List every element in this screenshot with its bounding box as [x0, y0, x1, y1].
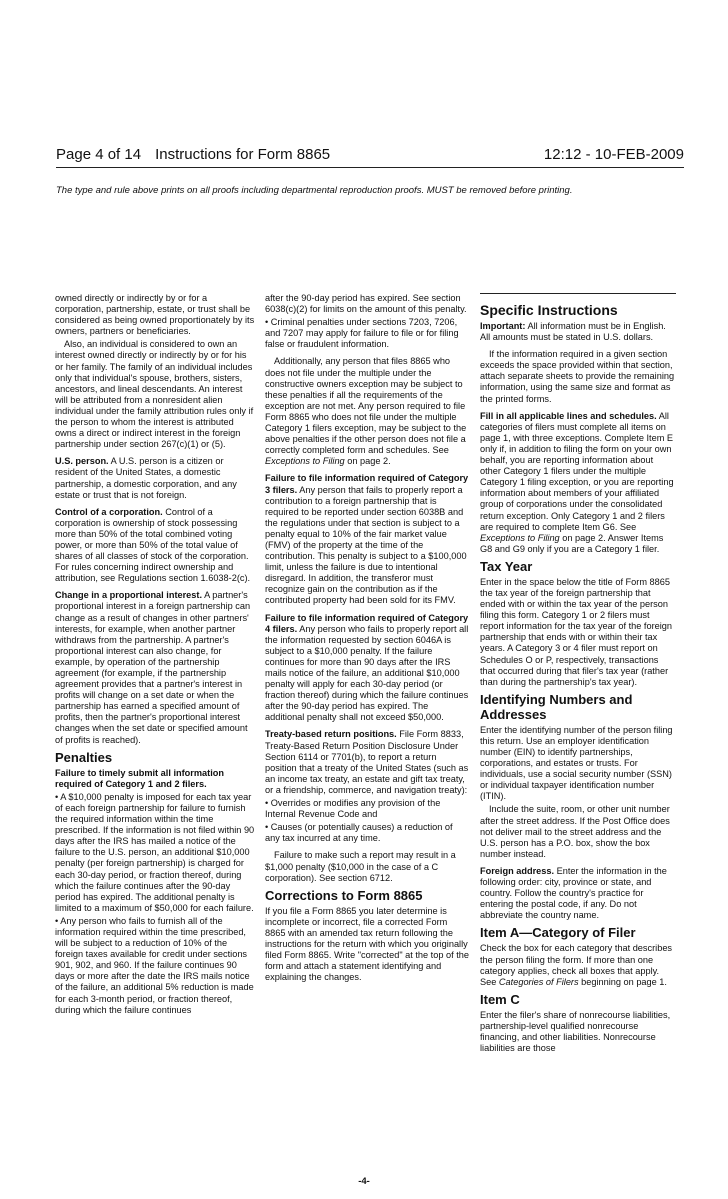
foreign-address-title: Foreign address. [480, 865, 555, 876]
item-a-text: Check the box for each category that describes the person filing the form. If more than one category applies, check all boxes that apply. See [480, 943, 673, 987]
tax-year-paragraph: Enter in the space below the title of Form 8865 the tax year of the foreign partnership that ended with or within the tax year of the person filing this form. Category 1 or 2 filers must report information for the tax year of the foreign partnership that ends with or within their tax years. A Category 3 or 4 filer must report on Schedules O or P, respectively, transactions that occurred during that filer's tax year (rather than during the partnership's tax year). [480, 576, 673, 687]
foreign-address-paragraph [480, 866, 676, 921]
important-title: Important: [480, 321, 526, 331]
treaty-paragraph [265, 729, 469, 796]
category4-title: Failure to file information required of Category 4 filers. [265, 612, 469, 634]
proof-note: The type and rule above prints on all proofs including departmental reproduction proofs. MUST be removed before printing. [56, 185, 573, 196]
item-c-heading: Item C [480, 991, 520, 1007]
penalties-heading: Penalties [55, 749, 113, 765]
page-number: -4- [358, 1176, 370, 1187]
running-header [56, 146, 684, 164]
column-2 [265, 293, 469, 985]
column-3 [480, 293, 676, 1056]
item-c-paragraph: Enter the filer's share of nonrecourse liabilities, partnership-level qualified nonrecourse financing, and other liabilities. Nonrecourse liabilities are those [480, 1009, 671, 1054]
identifying-numbers-paragraph: Enter the identifying number of the person filing this return. Use an employer identification number (EIN) to identify partnerships, corporations, and estates or trusts. For individuals, use a social security number (SSN) or individual taxpayer identification number (ITIN). [480, 724, 673, 802]
suite-paragraph: Include the suite, room, or other unit number after the street address. If the Post Office does not deliver mail to the street address and the U.S. person has a P.O. box, show the box number instead. [480, 804, 670, 859]
family-attribution-paragraph: Also, an individual is considered to own an interest owned directly or indirectly by or for his or her family. The family of an individual includes only that individual's spouse, brothers, sisters, ancestors, and lineal descendants. An interest will be attributed from a nonresident alien individual under the family attribution rules only if the person to whom the interest is attributed owns a direct or indirect interest in the foreign partnership under section 267(c)(1) or (5). [55, 339, 254, 450]
failure-submit-title: Failure to timely submit all information required of Category 1 and 2 filers. [55, 767, 224, 789]
important-paragraph [480, 321, 676, 343]
us-person-paragraph [55, 456, 255, 500]
specific-instructions-heading: Specific Instructions [480, 302, 618, 318]
category3-text: Any person that fails to properly report a contribution to a foreign partnership that is required to be reported under section 6038B and the regulations under that section is subject to a penalty equal to 10% of the fair market value (FMV) of the property at the time of the contribution. This penalty is subject to a $100,000 limit, unless the failure is due to intentional disregard. In addition, the transferor must recognize gain on the contribution as if the contributed property had been sold for its FMV. [265, 484, 467, 606]
treaty-text: File Form 8833, Treaty-Based Return Position Disclosure Under Section 6114 or 7701(b), to report a return position that a treaty of the United States (such as an income tax treaty, an estate and gift tax treaty, or a friendship, commerce, and navigation treaty): [265, 729, 469, 795]
fill-exceptions-link[interactable]: Exceptions to Filing [480, 532, 560, 543]
category3-title: Failure to file information required of Category 3 filers. [265, 473, 469, 495]
tax-year-heading: Tax Year [480, 558, 533, 574]
us-person-text: A U.S. person is a citizen or resident of the United States, a domestic partnership, a domestic corporation, and any estate or trust that is not foreign. [55, 456, 237, 500]
category4-paragraph [265, 613, 469, 724]
failure-submit-bullet-2: • Any person who fails to furnish all of the information required within the time prescribed, will be subject to a reduction of 10% of the foreign taxes available for credit under sections 901, 902, and 960. If the failure continues 90 days or more after the date the IRS mails notice of the failure, an additional 5% reduction is made for each 3-month period, or fraction thereof, during which the failure continues [55, 915, 254, 1015]
change-interest-title: Change in a proportional interest. [55, 590, 203, 601]
criminal-penalties-bullet: • Criminal penalties under sections 7203, 7206, and 7207 may apply for failure to file or for filing false or fraudulent information. [265, 317, 459, 350]
constructive-owners-paragraph [265, 356, 469, 467]
corrections-heading: Corrections to Form 8865 [265, 887, 423, 903]
change-interest-text: A partner's proportional interest in a foreign partnership can change as a result of changes in other partners' interests, for example, when another partner withdraws from the partnership. A partner's proportional interest can also change, for example, by operation of the partnership agreement (for example, if the partnership agreement provides that a partner's interest in profits will change on a set date or when the partnership has earned a specified amount of profits, then the partner's proportional interest changes when the set date or specified amount of profits is reached). [55, 590, 251, 745]
column-1 [55, 293, 255, 1018]
treaty-title: Treaty-based return positions. [265, 729, 397, 740]
important-text: All information must be in English. All amounts must be stated in U.S. dollars. [480, 321, 666, 343]
fill-lines-tail: on page 2. Answer Items G8 and G9 only if you are a Category 1 filer. [480, 532, 664, 554]
header-timestamp: 12:12 - 10-FEB-2009 [543, 146, 684, 163]
us-person-title: U.S. person. [55, 456, 109, 467]
item-a-tail: beginning on page 1. [581, 976, 667, 987]
constructive-owners-text: Additionally, any person that files 8865 who does not file under the multiple under the constructive owners exception may be subject to these penalties if all the requirements of the exception are not met. Any person required to file Form 8865 who does not file under the multiple Category 1 filers exception, may be subject to the above penalties if the other person does not file a correctly completed form and schedules. See [265, 356, 467, 456]
constructive-owners-tail: on page 2. [347, 456, 391, 467]
header-page-label: Page 4 of 14 [56, 146, 142, 163]
header-rule [56, 167, 684, 168]
item-a-paragraph [480, 943, 676, 987]
penalty-limit-paragraph: after the 90-day period has expired. See section 6038(c)(2) for limits on the amount of this penalty. [265, 293, 467, 315]
control-paragraph [55, 507, 255, 585]
failure-submit-bullet-1: • A $10,000 penalty is imposed for each tax year of each foreign partnership for failure to furnish the required information within the time prescribed. If the information is not filed within 90 days after the IRS has mailed a notice of the failure to the U.S. person, an additional $10,000 penalty (per foreign partnership) is charged for each 30-day period, or fraction thereof, during which the failure continues after the 90-day period has expired. The additional penalty is limited to a maximum of $50,000 for each failure. [55, 791, 255, 913]
control-title: Control of a corporation. [55, 506, 163, 517]
fill-lines-paragraph [480, 411, 676, 555]
header-doc-title: Instructions for Form 8865 [155, 146, 331, 163]
fill-lines-title: Fill in all applicable lines and schedules. [480, 410, 657, 421]
category3-paragraph [265, 473, 469, 606]
specific-instructions-rule [480, 293, 676, 294]
corrections-paragraph: If you file a Form 8865 you later determine is incomplete or incorrect, file a corrected Form 8865 with an amended tax return following the instructions for the return with which you originally filed Form 8865. Write "corrected" at the top of the form and attach a statement identifying and explaining the changes. [265, 905, 469, 983]
report-penalty-paragraph: Failure to make such a report may result in a $1,000 penalty ($10,000 in the case of a C corporation). See section 6712. [265, 850, 456, 883]
treaty-bullet-1: • Overrides or modifies any provision of the Internal Revenue Code and [265, 798, 441, 820]
exceptions-link[interactable]: Exceptions to Filing [265, 456, 345, 467]
identifying-numbers-heading: Identifying Numbers and Addresses [480, 691, 633, 722]
control-text: Control of a corporation is ownership of stock possessing more than 50% of the total combined voting power, or more than 50% of the total value of shares of all classes of stock of the corporation. For rules concerning indirect ownership and attribution, see Regulations section 1.6038-2(c). [55, 506, 251, 584]
space-paragraph: If the information required in a given section exceeds the space provided within that section, attach separate sheets to provide the remaining information, using the same size and format as the printed forms. [480, 349, 675, 404]
fill-lines-text: All categories of filers must complete all items on page 1, with three exceptions. Complete Item E only if, in addition to filing the form on your own behalf, you are reporting information about other Category 1 filers under the multiple Category 1 filing exception, or you are reporting information about members of your affiliated group of corporations under the consolidated return exception. Only Category 1 and 2 filers are required to complete Item G6. See [480, 410, 674, 532]
categories-link[interactable]: Categories of Filers [498, 976, 579, 987]
foreign-address-text: Enter the information in the following order: city, province or state, and country. Follow the country's practice for entering the postal code, if any. Do not abbreviate the country name. [480, 865, 667, 921]
category4-text: Any person who fails to properly report all the information requested by section 6046A is subject to a $10,000 penalty. If the failure continues for more than 90 days after the IRS mails notice of the failure, an additional $10,000 penalty will apply for each 30-day period (or fraction thereof) during which the failure continues after the 90-day period has expired. The additional penalty shall not exceed $50,000. [265, 623, 469, 723]
ownership-paragraph: owned directly or indirectly by or for a corporation, partnership, estate, or trust shall be considered as being owned proportionately by its owners, partners or beneficiaries. [55, 293, 255, 337]
item-a-heading: Item A—Category of Filer [480, 925, 636, 941]
change-interest-paragraph [55, 590, 255, 745]
treaty-bullet-2: • Causes (or potentially causes) a reduction of any tax incurred at any time. [265, 822, 453, 844]
